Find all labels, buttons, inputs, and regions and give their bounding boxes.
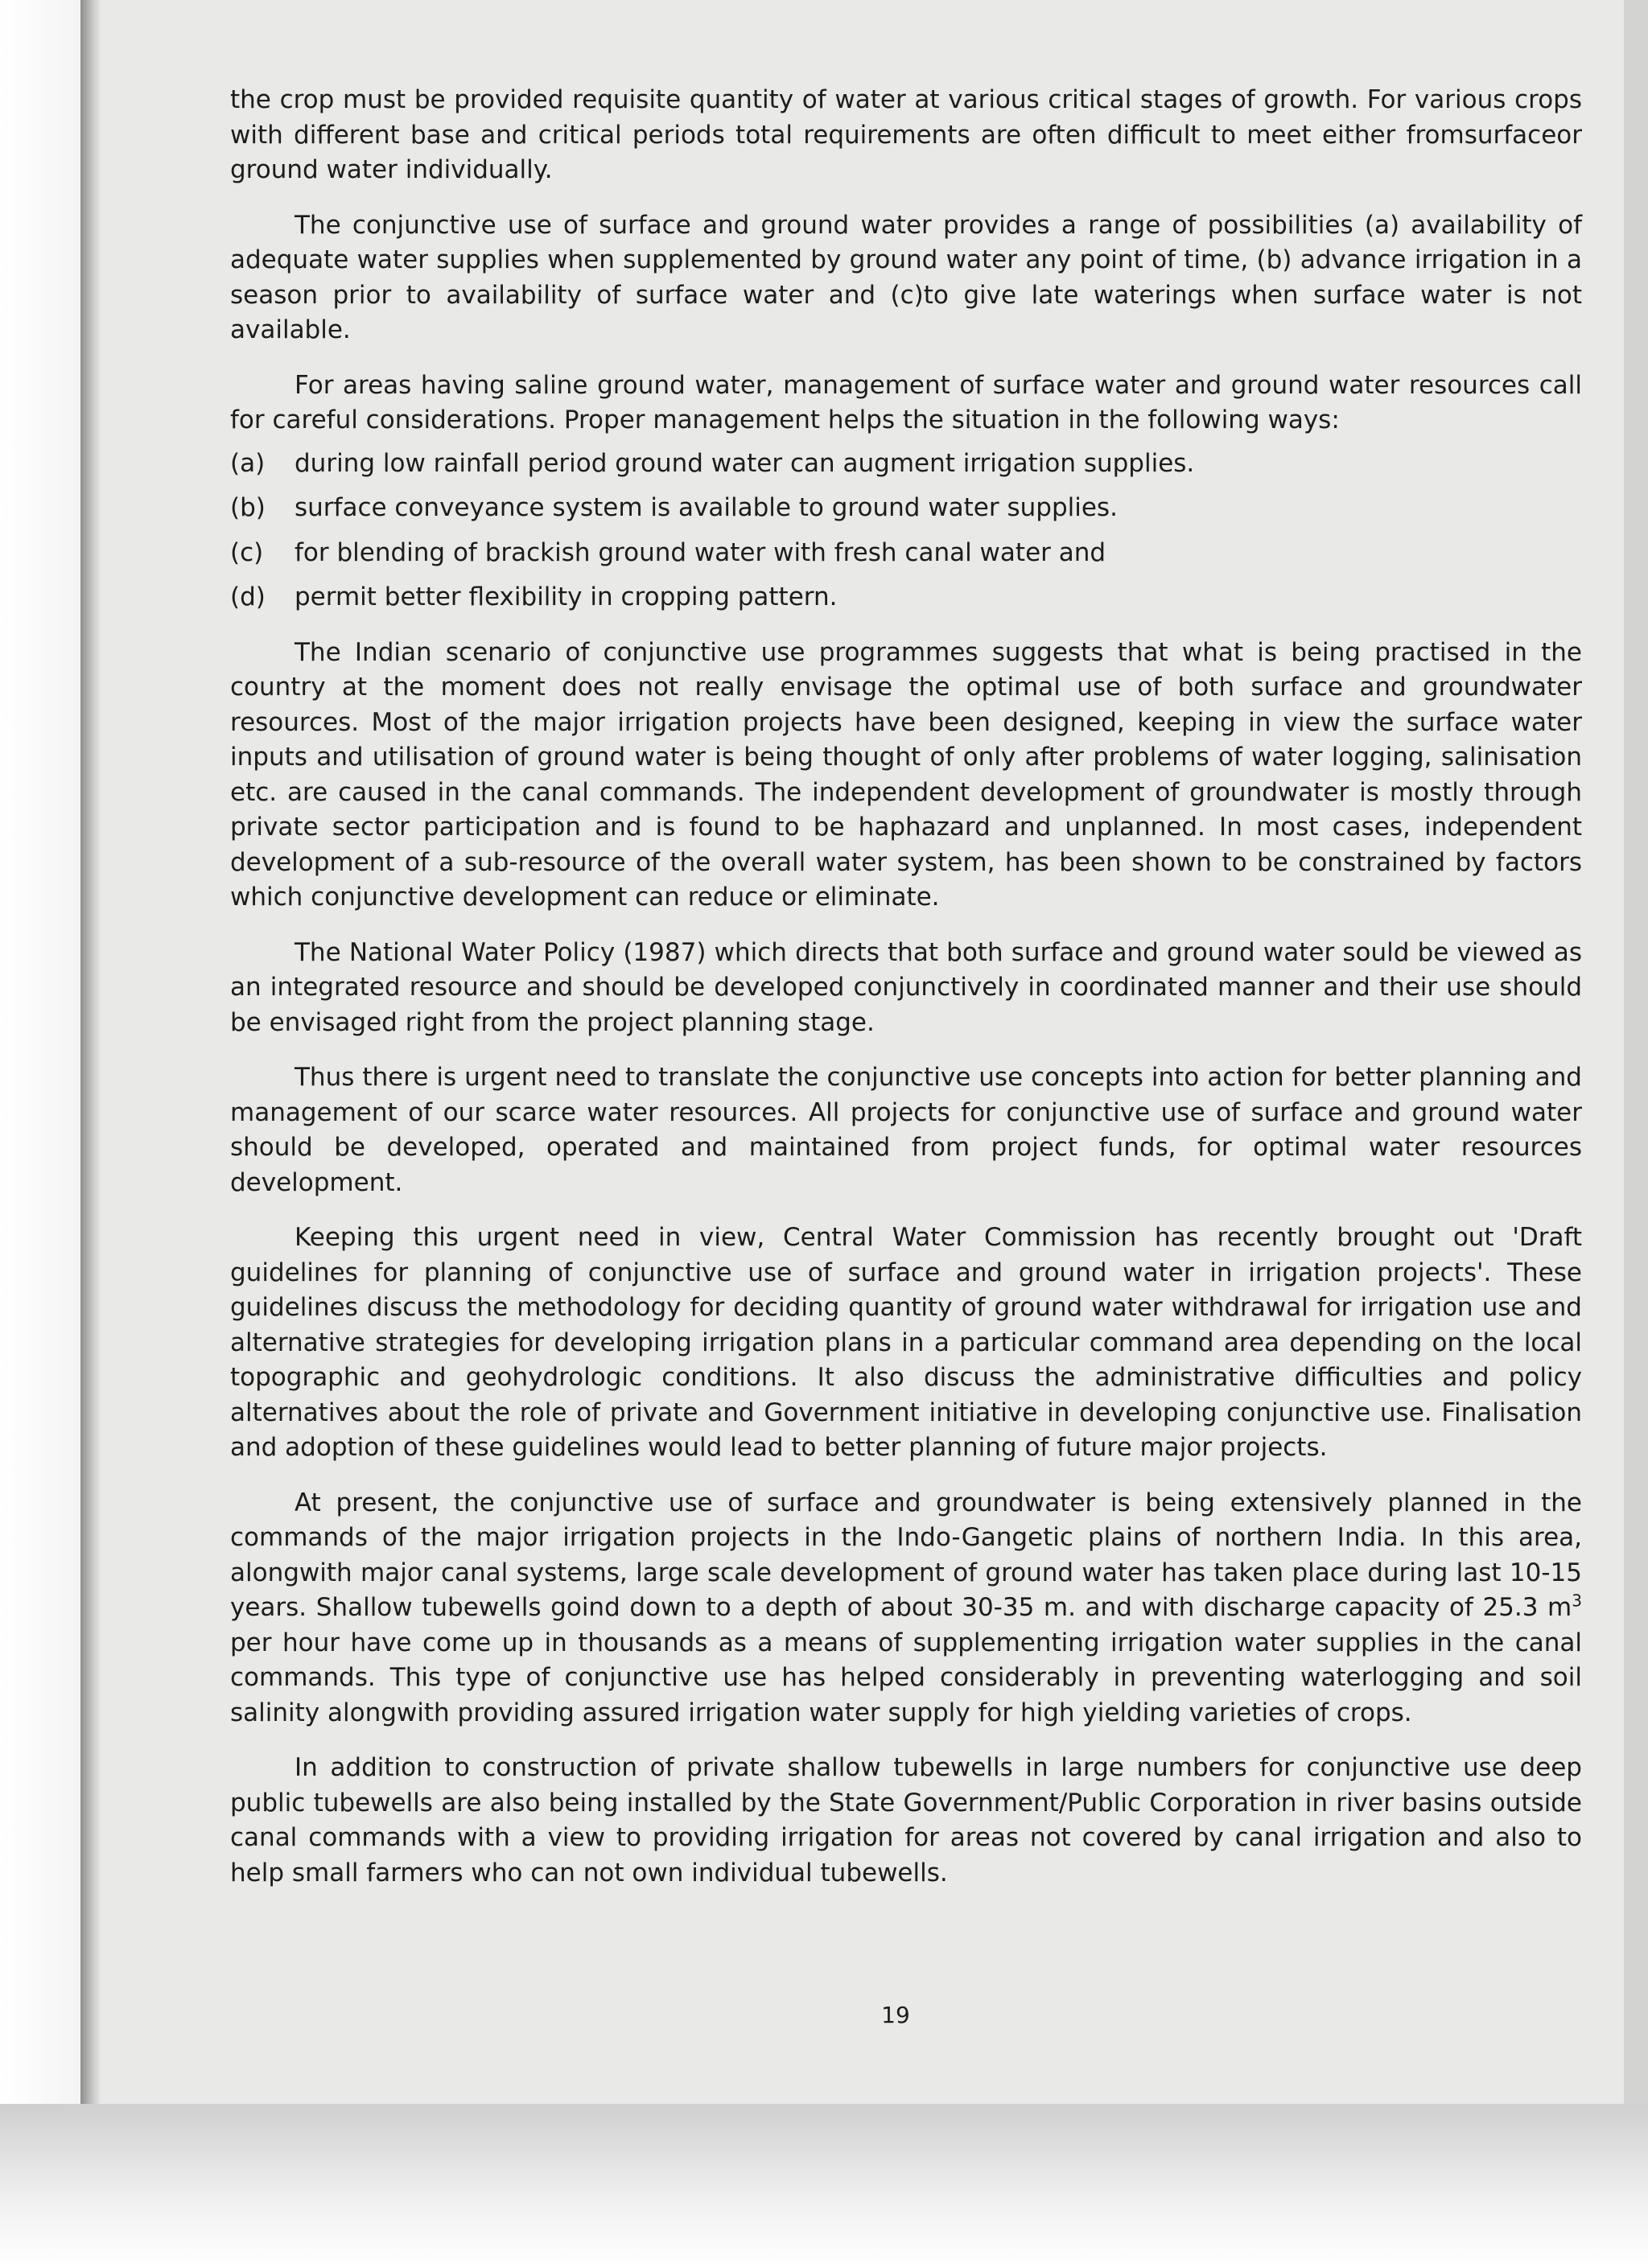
paragraph-text: per hour have come up in thousands as a means of supplementing irrigation water supplies in the canal commands. This type of conjunctive use has helped considerably in preventing waterlogging and soil salinity alongwith providing assured irrigation water supply for high yielding varieties of crops.: [230, 1628, 1582, 1727]
page-edge: [1624, 0, 1648, 2104]
ways-list: [230, 447, 1582, 615]
paragraph: In addition to construction of private shallow tubewells in large numbers for conjunctive use deep public tubewells are also being installed by the State Government/Public Corporation in river basins outside canal commands with a view to providing irrigation for areas not covered by canal irrigation and also to help small farmers who can not own individual tubewells.: [230, 1753, 1582, 1887]
paragraph: [230, 1486, 1582, 1731]
page-number: 19: [881, 2002, 910, 2028]
paragraph: For areas having saline ground water, management of surface water and ground water resources call for careful considerations. Proper management helps the situation in the following ways:: [230, 370, 1582, 434]
binding-shadow: [80, 0, 101, 2104]
list-text: surface conveyance system is available to ground water supplies.: [295, 493, 1118, 522]
paragraph: The National Water Policy (1987) which directs that both surface and ground water sould be viewed as an integrated resource and should be developed conjunctively in coordinated manner and their use should be envisaged right from the project planning stage.: [230, 937, 1582, 1037]
list-text: during low rainfall period ground water can augment irrigation supplies.: [295, 448, 1195, 478]
list-item: [230, 536, 1582, 571]
scan-margin: [0, 0, 80, 2268]
list-marker: (b): [230, 493, 266, 522]
list-item: [230, 580, 1582, 615]
paragraph: Keeping this urgent need in view, Central Water Commission has recently brought out 'Draft guidelines for planning of conjunctive use of surface and ground water in irrigation projects'. These guidelines discuss the methodology for deciding quantity of ground water withdrawal for irrigation use and alternative strategies for developing irrigation plans in a particular command area depending on the local topographic and geohydrologic conditions. It also discuss the administrative difficulties and policy alternatives about the role of private and Government initiative in developing conjunctive use. Finalisation and adoption of these guidelines would lead to better planning of future major projects.: [230, 1223, 1582, 1462]
paragraph: The conjunctive use of surface and ground water provides a range of possibilities (a) availability of adequate water supplies when supplemented by ground water any point of time, (b) advance irrigation in a season prior to availability of surface water and (c)to give late waterings when surface water is not available.: [230, 210, 1582, 344]
body-text: [230, 83, 1582, 1911]
bottom-scan-shadow: [0, 2104, 1648, 2268]
paragraph-text: At present, the conjunctive use of surface and groundwater is being extensively planned in the commands of the major irrigation projects in the Indo-Gangetic plains of northern India. In this area, alongwith major canal systems, large scale development of ground water has taken place during last 10-15 years. Shallow tubewells goind down to a depth of about 30-35 m. and with discharge capacity of 25.3 m: [230, 1488, 1582, 1622]
list-marker: (d): [230, 582, 266, 611]
paragraph: Thus there is urgent need to translate the conjunctive use concepts into action for better planning and management of our scarce water resources. All projects for conjunctive use of surface and ground water should be developed, operated and maintained from project funds, for optimal water resources development.: [230, 1063, 1582, 1197]
list-marker: (a): [230, 448, 266, 478]
list-text: permit better flexibility in cropping pattern.: [295, 582, 838, 611]
list-item: [230, 491, 1582, 526]
list-text: for blending of brackish ground water with fresh canal water and: [295, 537, 1106, 567]
paragraph: The Indian scenario of conjunctive use programmes suggests that what is being practised in the country at the moment does not really envisage the optimal use of both surface and groundwater resources. Most of the major irrigation projects have been designed, keeping in view the surface water inputs and utilisation of ground water is being thought of only after problems of water logging, salinisation etc. are caused in the canal commands. The independent development of groundwater is mostly through private sector participation and is found to be haphazard and unplanned. In most cases, independent development of a sub-resource of the overall water system, has been shown to be constrained by factors which conjunctive development can reduce or eliminate.: [230, 637, 1582, 912]
list-item: [230, 447, 1582, 482]
list-marker: (c): [230, 537, 264, 567]
superscript: 3: [1572, 1591, 1582, 1611]
paragraph: the crop must be provided requisite quantity of water at various critical stages of growth. For various crops with different base and critical periods total requirements are often difficult to meet either fromsurfaceor ground water individually.: [230, 85, 1582, 184]
